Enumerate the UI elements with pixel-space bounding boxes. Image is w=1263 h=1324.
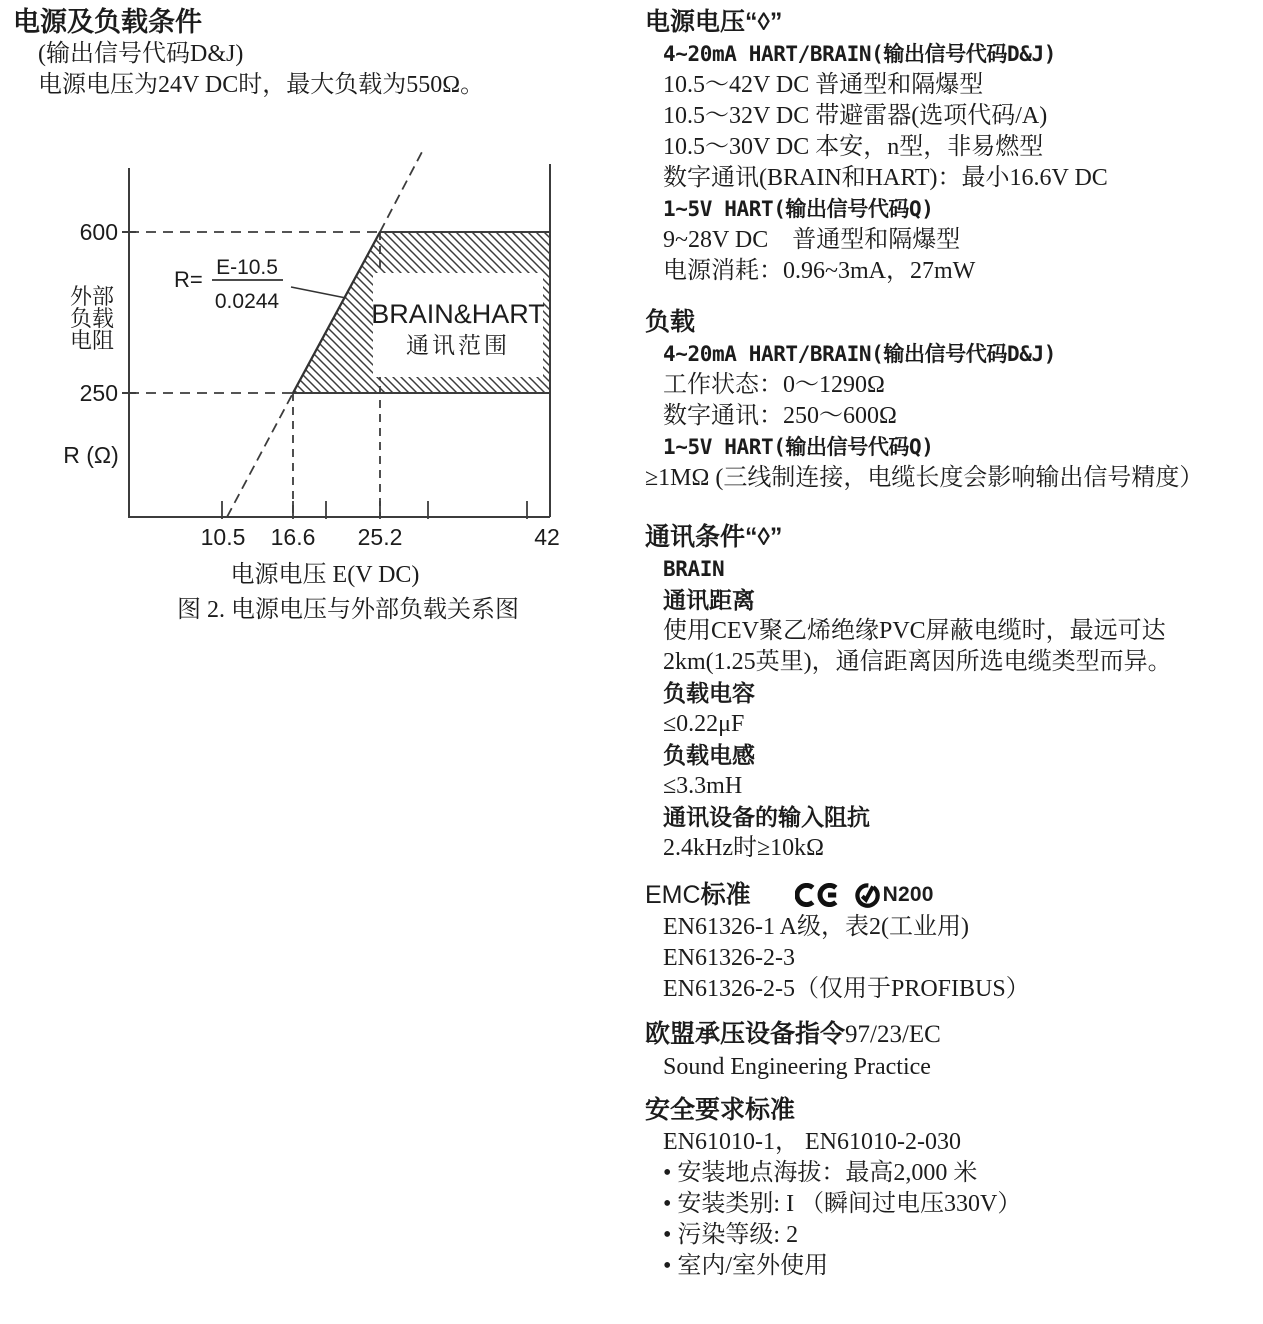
spec-line: 使用CEV聚乙烯绝缘PVC屏蔽电缆时，最远可达 (663, 618, 1166, 644)
formula-denominator: 0.0244 (214, 290, 280, 313)
spec-line: 9~28V DC 普通型和隔爆型 (663, 227, 961, 253)
spec-line: EN61326-2-5（仅用于PROFIBUS） (663, 976, 1030, 1002)
section-heading: 电源电压“◊” (645, 8, 783, 36)
spec-line: Sound Engineering Practice (663, 1054, 931, 1080)
spec-line: BRAIN (663, 557, 725, 581)
spec-line: 电源消耗：0.96~3mA，27mW (663, 258, 976, 284)
eu-ped-heading (645, 1017, 1261, 1052)
x-tick-label-16-6: 16.6 (270, 524, 316, 550)
spec-line: • 安装地点海拔：最高2,000 米 (663, 1160, 978, 1186)
rcm-number: N200 (882, 883, 934, 906)
spec-subheading: 负载电容 (663, 680, 755, 706)
spec-line: EN61326-2-3 (663, 945, 795, 971)
spec-line: 1~5V HART(输出信号代码Q) (663, 435, 934, 459)
page-subtitle: (输出信号代码D&J) (38, 41, 244, 67)
spec-subheading: 负载电感 (663, 742, 755, 768)
spec-line: • 安装类别: I （瞬间过电压330V） (663, 1191, 1022, 1217)
spec-line: EN61326-1 A级，表2(工业用) (663, 914, 969, 940)
y-axis-title-line1: 外部 (69, 284, 115, 309)
x-tick-label-25-2: 25.2 (357, 524, 403, 550)
section-eu-ped (645, 1017, 1261, 1083)
section-load (645, 305, 1261, 494)
spec-line: 10.5～32V DC 带避雷器(选项代码/A) (663, 103, 1048, 129)
spec-line: 数字通讯：250～600Ω (663, 403, 897, 429)
right-column (645, 5, 1261, 1282)
y-tick-label-250: 250 (79, 380, 118, 406)
spec-line: 10.5～30V DC 本安，n型，非易燃型 (663, 134, 1044, 160)
region-label-line1: BRAIN&HART (371, 299, 545, 329)
figure-2-supply-voltage-load-chart (60, 140, 580, 640)
load-line-dashed-upper (380, 150, 423, 232)
eu-ped-heading-code: 97/23/EC (845, 1021, 941, 1048)
emc-heading (645, 878, 1261, 912)
x-tick-label-42: 42 (534, 524, 560, 550)
spec-line: EN61010-1， EN61010-2-030 (663, 1129, 961, 1155)
region-label-line2: 通讯范围 (406, 332, 510, 358)
formula-lhs: R= (174, 267, 203, 292)
section-supply-voltage (645, 5, 1261, 287)
spec-line: ≤3.3mH (663, 773, 743, 799)
emc-heading-latin: EMC (645, 881, 701, 909)
section-heading: 安全要求标准 (645, 1096, 796, 1124)
section-heading: 通讯条件“◊” (645, 523, 783, 551)
eu-ped-heading-cn: 欧盟承压设备指令 (645, 1020, 846, 1048)
spec-line: ≤0.22μF (663, 711, 745, 737)
spec-subheading: 通讯设备的输入阻抗 (663, 804, 870, 830)
page-note: 电源电压为24V DC时，最大负载为550Ω。 (38, 72, 485, 98)
y-axis-title-line3: 电阻 (69, 328, 115, 353)
figure-caption: 图 2. 电源电压与外部负载关系图 (177, 597, 519, 623)
ce-mark-icon (795, 883, 841, 907)
section-emc (645, 878, 1261, 1005)
spec-line: ≥1MΩ (三线制连接，电缆长度会影响输出信号精度） (645, 465, 1204, 491)
y-axis-unit: R (Ω) (63, 442, 119, 468)
load-line-dashed-lower (227, 393, 293, 517)
spec-subheading: 通讯距离 (663, 587, 755, 613)
spec-line: 数字通讯(BRAIN和HART)：最小16.6V DC (663, 165, 1108, 191)
section-communication-conditions (645, 520, 1261, 864)
x-tick-label-10-5: 10.5 (200, 524, 246, 550)
spec-line: • 污染等级: 2 (663, 1222, 799, 1248)
spec-line: 4~20mA HART/BRAIN(输出信号代码D&J) (663, 342, 1056, 366)
spec-line: 1~5V HART(输出信号代码Q) (663, 197, 934, 221)
x-axis-title: 电源电压 E(V DC) (230, 562, 420, 588)
chart-svg (60, 140, 580, 640)
spec-line: 4~20mA HART/BRAIN(输出信号代码D&J) (663, 42, 1056, 66)
page-title: 电源及负载条件 (13, 7, 202, 37)
left-column (13, 5, 618, 101)
spec-line: 10.5～42V DC 普通型和隔爆型 (663, 72, 984, 98)
spec-line: 2km(1.25英里)，通信距离因所选电缆类型而异。 (663, 649, 1172, 675)
emc-heading-cn: 标准 (700, 881, 751, 909)
section-safety-standards (645, 1093, 1261, 1282)
spec-line: • 室内/室外使用 (663, 1253, 829, 1279)
formula-pointer-line (291, 287, 346, 298)
y-axis-title-line2: 负载 (69, 306, 115, 331)
y-tick-label-600: 600 (79, 219, 118, 245)
spec-line: 工作状态：0～1290Ω (663, 372, 885, 398)
section-heading: 负载 (645, 308, 696, 336)
spec-line: 2.4kHz时≥10kΩ (663, 835, 824, 861)
formula-numerator: E-10.5 (216, 256, 278, 279)
c-tick-mark-icon (854, 882, 881, 909)
